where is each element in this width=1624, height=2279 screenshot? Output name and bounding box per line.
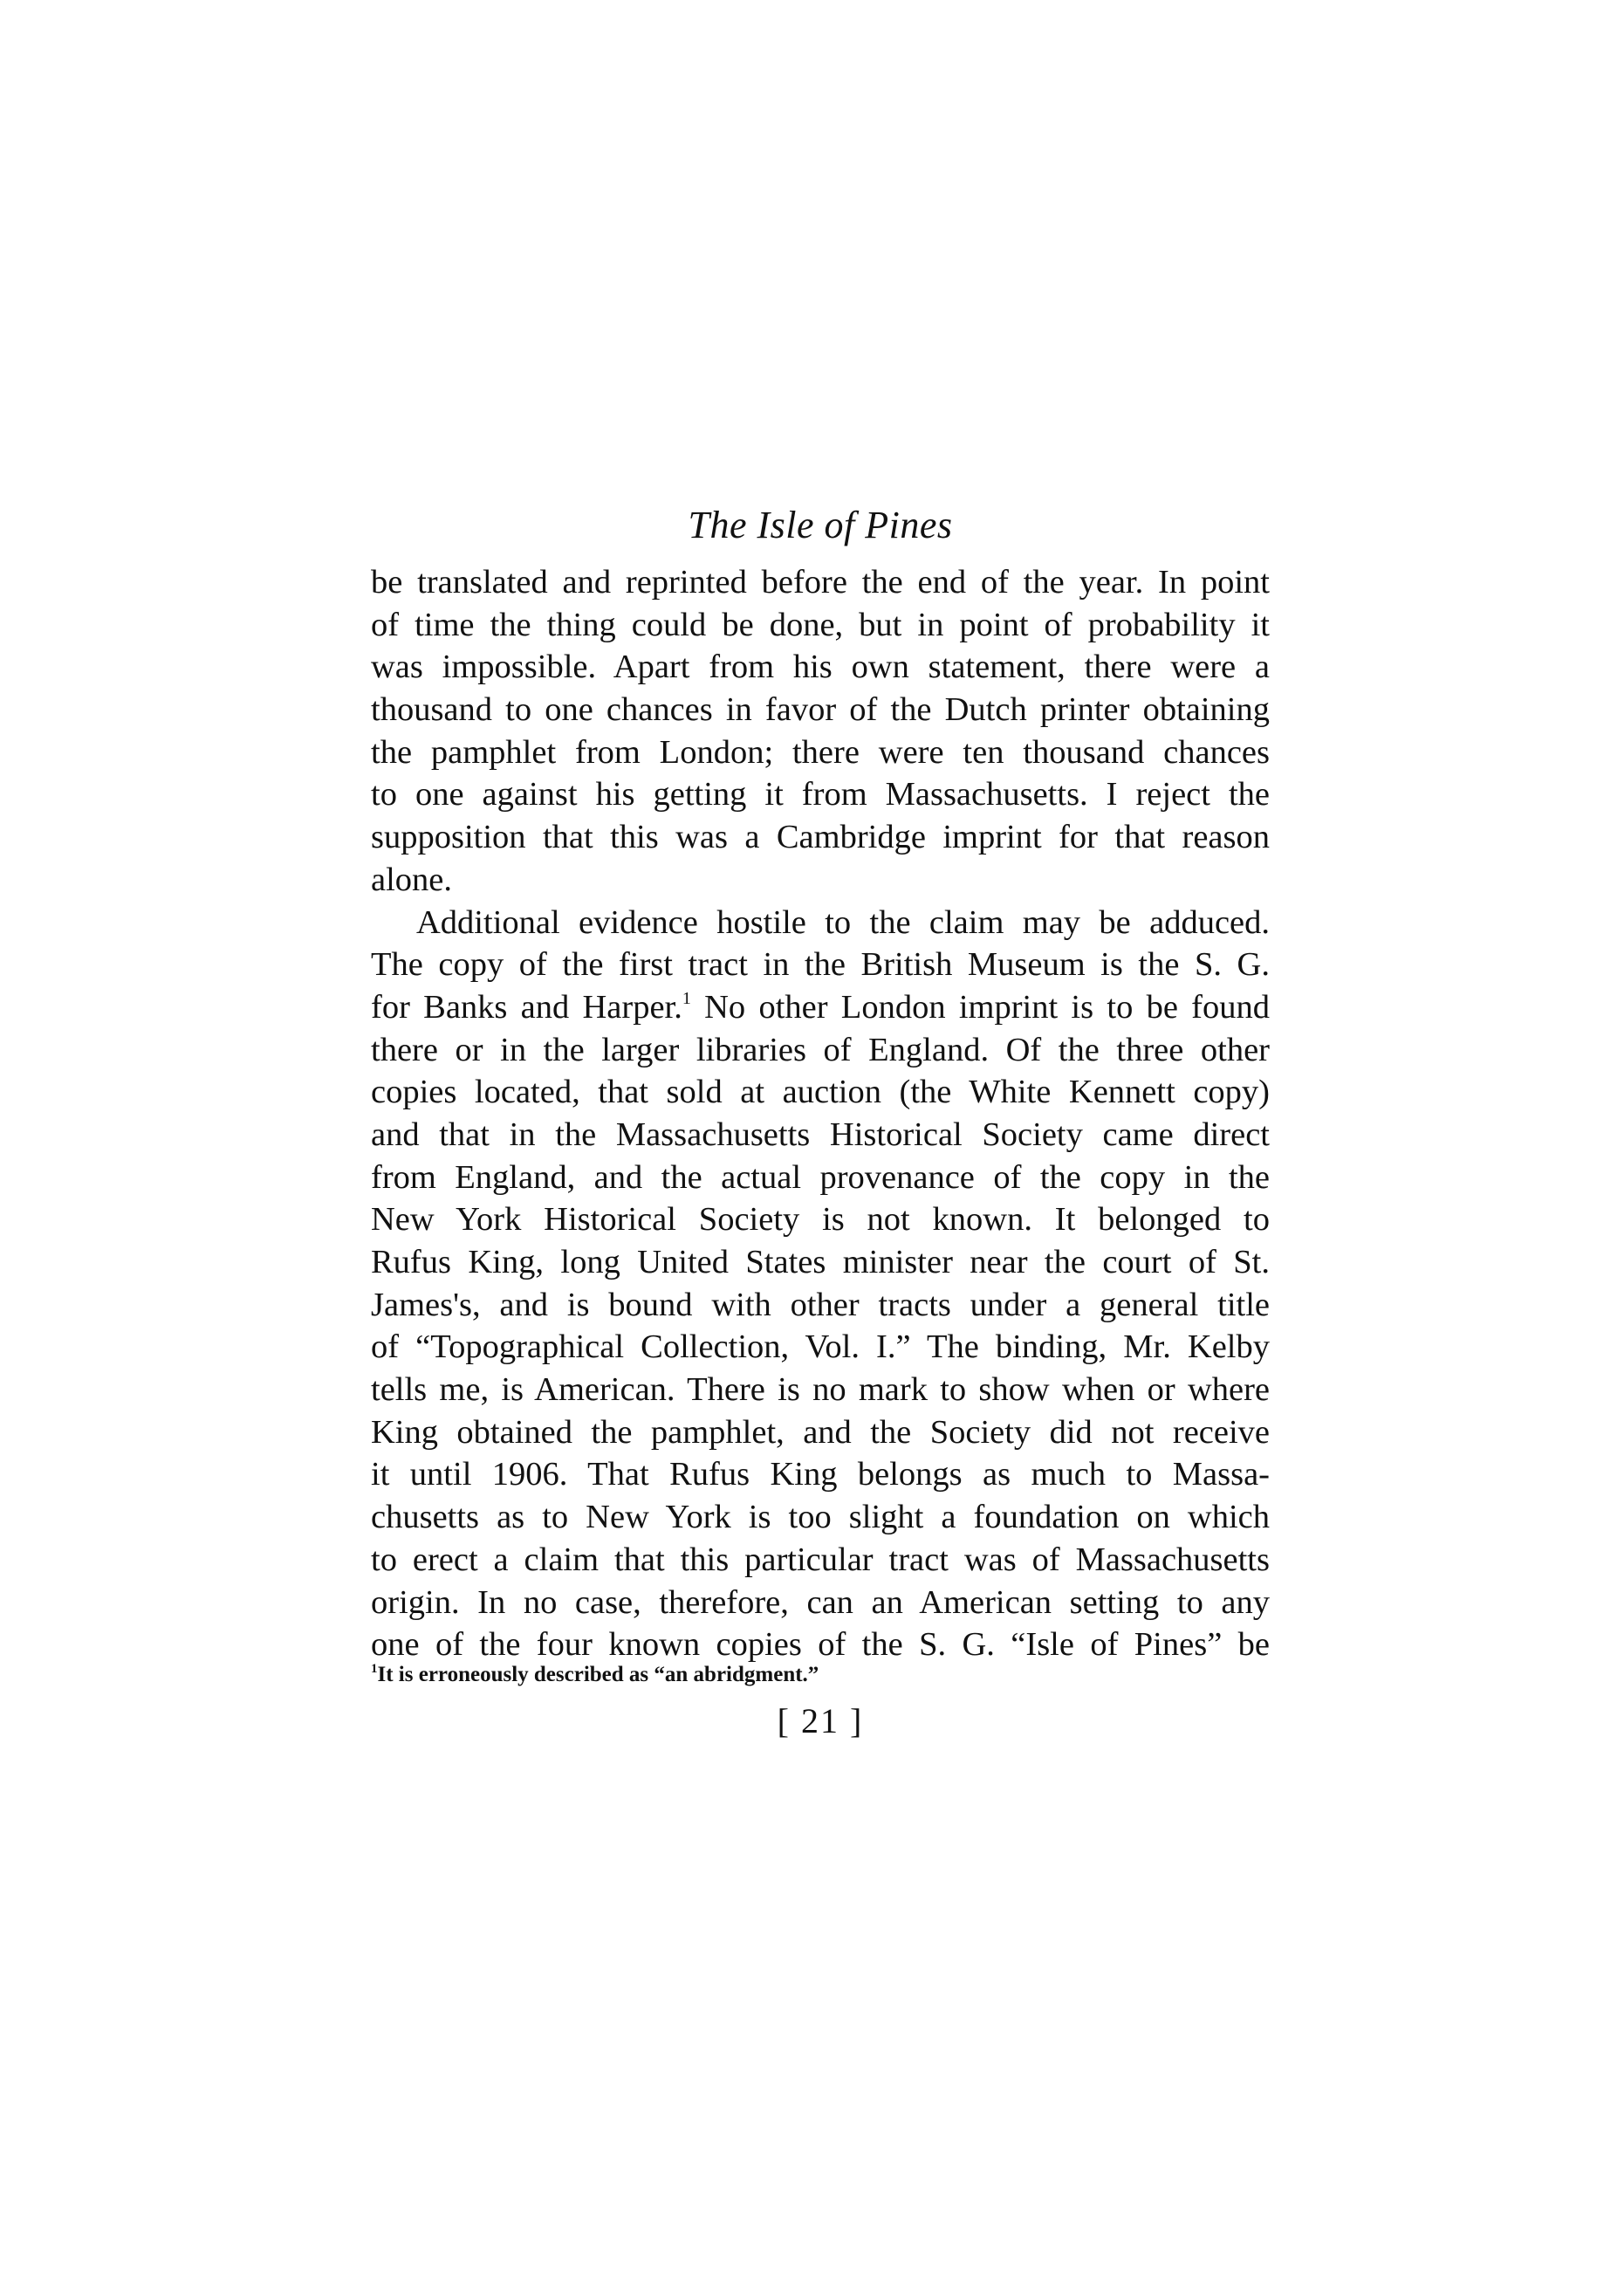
text-fragment: No other London imprint is to be found [690, 988, 1270, 1026]
text-line: Additional evidence hostile to the claim may be adduced. [416, 903, 1270, 941]
text-line: there or in the larger libraries of England. Of the three other [371, 1031, 1270, 1068]
text-line: copies located, that sold at auction (the White Kennett copy) [371, 1074, 1270, 1111]
text-line: origin. In no case, therefore, can an American setting to any [371, 1583, 1270, 1621]
running-head: The Isle of Pines [688, 504, 953, 546]
text-line: chusetts as to New York is too slight a foundation on which [371, 1499, 1270, 1536]
text-line: alone. [371, 861, 452, 898]
text-line: New York Historical Society is not known. It belonged to [371, 1201, 1270, 1239]
text-line: supposition that this was a Cambridge imprint for that reason [371, 819, 1270, 856]
text-line: thousand to one chances in favor of the Dutch printer obtaining [371, 691, 1270, 729]
footnote-text: It is erroneously described as “an abridgment.” [377, 1663, 819, 1686]
page-number: [ 21 ] [777, 1701, 864, 1740]
text-line: to one against his getting it from Massachusetts. I reject the [371, 776, 1270, 813]
footnote [371, 1660, 1270, 1690]
text-line: it until 1906. That Rufus King belongs as much to Massa- [371, 1456, 1270, 1493]
text-line: one of the four known copies of the S. G. “Isle of Pines” be [371, 1626, 1270, 1664]
text-line: be translated and reprinted before the end of the year. In point [371, 564, 1270, 601]
text-line: and that in the Massachusetts Historical Society came direct [371, 1115, 1270, 1153]
text-line: of time the thing could be done, but in point of probability it [371, 606, 1270, 643]
text-line-with-footnote [371, 986, 1270, 1029]
text-fragment: for Banks and Harper. [371, 988, 682, 1026]
text-line: Rufus King, long United States minister near the court of St. [371, 1244, 1270, 1280]
text-line: to erect a claim that this particular tract was of Massachusetts [371, 1541, 1270, 1578]
text-line: was impossible. Apart from his own statement, there were a [371, 649, 1270, 686]
text-line: King obtained the pamphlet, and the Society did not receive [371, 1413, 1270, 1451]
footnote-reference: 1 [682, 988, 691, 1008]
text-line: from England, and the actual provenance of the copy in the [371, 1158, 1270, 1196]
text-line: The copy of the first tract in the British Museum is the S. G. [371, 946, 1270, 984]
footnote-mark: 1 [371, 1662, 378, 1676]
body-text [371, 561, 1270, 1666]
text-line: tells me, is American. There is no mark to show when or where [371, 1371, 1270, 1409]
text-line: of “Topographical Collection, Vol. I.” The binding, Mr. Kelby [371, 1328, 1270, 1366]
text-line: James's, and is bound with other tracts under a general title [371, 1286, 1270, 1323]
text-line: the pamphlet from London; there were ten thousand chances [371, 733, 1270, 771]
